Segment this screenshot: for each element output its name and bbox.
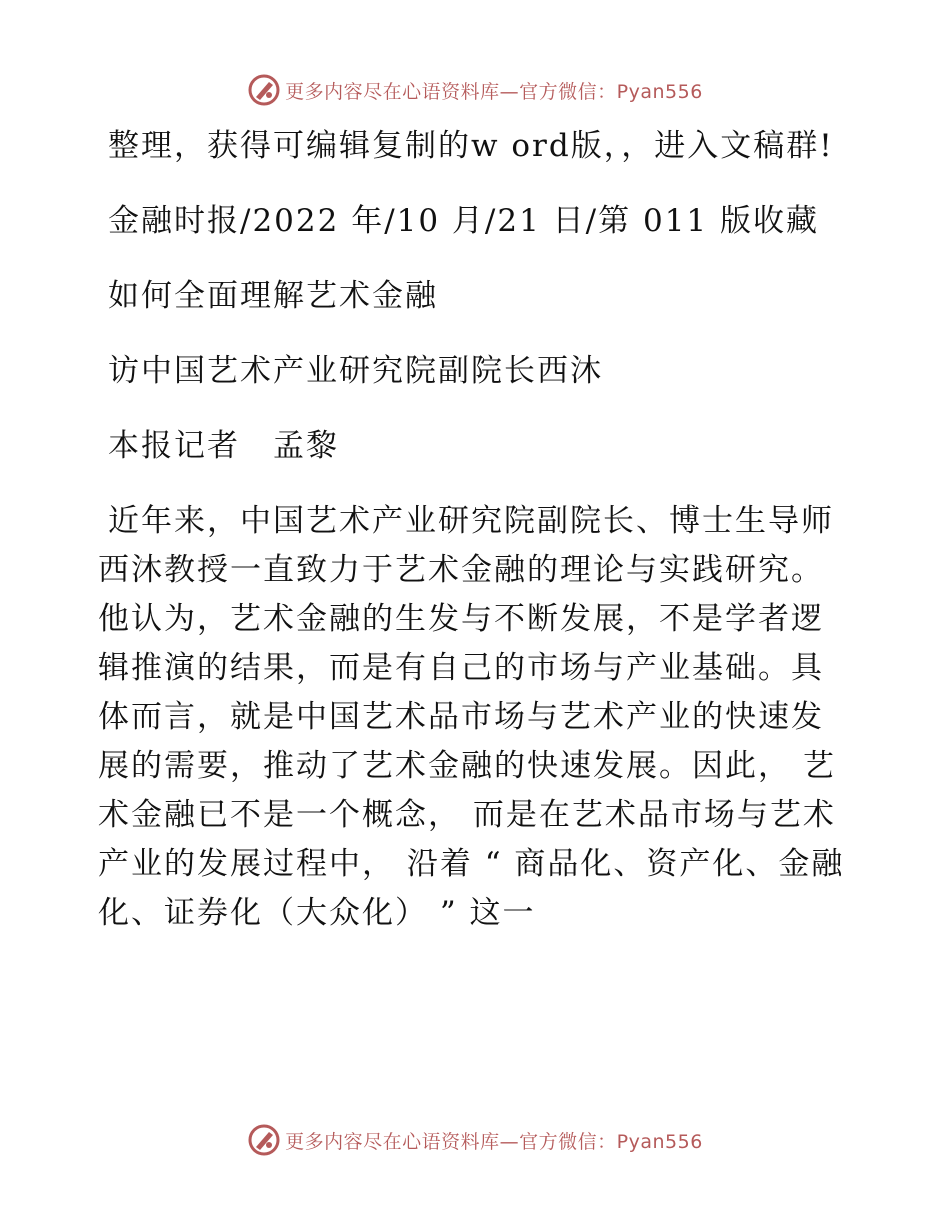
watermark-logo-icon bbox=[247, 1123, 281, 1157]
body-paragraph: 近年来，中国艺术产业研究院副院长、博士生导师西沐教授一直致力于艺术金融的理论与实践研究。他认为，艺术金融的生发与不断发展，不是学者逻辑推演的结果，而是有自己的市场与产业基础。具体而言，就是中国艺术品市场与艺术产业的快速发展的需要，推动了艺术金融的快速发展。因此， 艺术金融已不是一个概念， 而是在艺术品市场与艺术产业的发展过程中， 沿着 “ 商品化、资产化、金融化、证券化（大众化） ” 这一 bbox=[98, 503, 845, 931]
intro-text: 整理，获得可编辑复制的w ord版，，进入文稿群! bbox=[108, 128, 834, 164]
source-line: 金融时报/2022 年/10 月/21 日/第 011 版收藏 bbox=[108, 203, 820, 239]
article-title: 如何全面理解艺术金融 bbox=[108, 278, 438, 314]
header-watermark bbox=[0, 70, 950, 110]
watermark-text: 更多内容尽在心语资料库—官方微信：Pyan556 bbox=[285, 80, 703, 103]
byline: 本报记者 孟黎 bbox=[108, 428, 339, 464]
document-body bbox=[98, 122, 850, 938]
article-subtitle: 访中国艺术产业研究院副院长西沐 bbox=[108, 353, 603, 389]
footer-watermark bbox=[0, 1120, 950, 1160]
watermark-text: 更多内容尽在心语资料库—官方微信：Pyan556 bbox=[285, 1130, 703, 1153]
watermark-logo-icon bbox=[247, 73, 281, 107]
